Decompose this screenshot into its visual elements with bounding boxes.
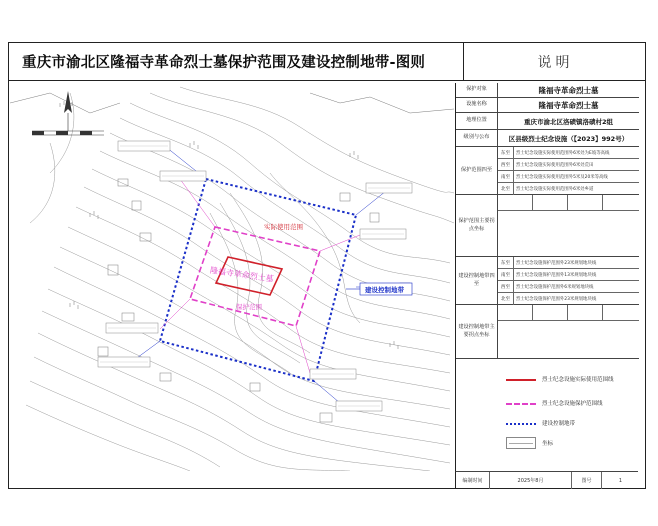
control-range-item bbox=[498, 293, 639, 305]
direction-label: 西至 bbox=[498, 281, 514, 292]
row-protect-coords bbox=[456, 195, 639, 257]
coord-cell bbox=[498, 305, 533, 321]
object-label: 保护对象 bbox=[456, 83, 498, 97]
legend-red-line bbox=[506, 379, 536, 381]
range-text: 烈士纪念设施实际使用范围外6米处乡道 bbox=[516, 187, 594, 192]
protect-label: 保护范围 bbox=[236, 303, 262, 311]
protect-range-item bbox=[498, 159, 639, 171]
direction-label: 西至 bbox=[498, 159, 514, 170]
legend-label: 烈士纪念设施实际使用范围线 bbox=[542, 377, 614, 383]
legend-label: 烈士纪念设施保护范围线 bbox=[542, 401, 603, 407]
direction-label: 东至 bbox=[498, 147, 514, 158]
legend-label: 坐标 bbox=[542, 441, 554, 447]
protect-range-label: 保护范围四至 bbox=[456, 147, 498, 194]
site-map bbox=[10, 83, 454, 471]
protect-coord-grid bbox=[498, 195, 639, 256]
coord-cell bbox=[533, 195, 568, 211]
coord-cell bbox=[603, 195, 639, 211]
coordinate-box-icon bbox=[506, 437, 536, 449]
range-text: 烈士纪念设施保护范围外23米规划地块线 bbox=[516, 297, 597, 302]
coord-cell bbox=[568, 195, 603, 211]
coord-cell bbox=[603, 305, 639, 321]
legend-blue-line bbox=[506, 423, 536, 425]
coord-cell bbox=[568, 305, 603, 321]
legend-item-coordinate bbox=[498, 435, 639, 453]
notes-header-box bbox=[463, 42, 646, 81]
title-bar bbox=[8, 42, 646, 81]
row-location bbox=[456, 113, 639, 130]
protect-range-item bbox=[498, 147, 639, 159]
protect-coord-label: 保护范围主要拐点坐标 bbox=[456, 195, 498, 256]
protect-range-item bbox=[498, 183, 639, 195]
range-text: 烈士纪念设施保护范围外13米规划地块线 bbox=[516, 272, 597, 278]
location-value: 重庆市渝北区洛碛镇洛碛村2组 bbox=[523, 117, 614, 126]
date-value: 2025年8月 bbox=[490, 472, 572, 489]
facility-label: 设施名称 bbox=[456, 98, 498, 112]
control-coord-grid bbox=[498, 305, 639, 358]
location-label: 地理位置 bbox=[456, 113, 498, 129]
coord-cell bbox=[533, 305, 568, 321]
range-text: 烈士纪念设施实际使用范围外6米处为E坡等高线 bbox=[516, 150, 610, 156]
control-range-item bbox=[498, 257, 639, 269]
control-range-label: 建设控制地带四至 bbox=[456, 257, 498, 304]
row-control-range bbox=[456, 257, 639, 305]
range-text: 烈士纪念设施保护范围外6米规划地块线 bbox=[516, 284, 594, 290]
level-label: 级别与公布 bbox=[456, 130, 498, 146]
range-text: 烈士纪念设施保护范围外23米规划地块线 bbox=[516, 260, 597, 266]
row-level bbox=[456, 130, 639, 147]
control-zone-label: 建设控制地带 bbox=[365, 286, 404, 294]
control-coord-label: 建设控制地带主要拐点坐标 bbox=[456, 305, 498, 358]
row-control-coords bbox=[456, 305, 639, 359]
footer-bar bbox=[455, 471, 638, 489]
legend-item-protect-range bbox=[498, 395, 639, 413]
range-text: 烈士纪念设施实际使用范围外6米处荒田 bbox=[516, 162, 594, 168]
level-value: 区县级烈士纪念设施（【2023】992号） bbox=[508, 134, 629, 143]
protect-range-item bbox=[498, 171, 639, 183]
legend-block bbox=[456, 359, 639, 471]
legend-label: 建设控制地带 bbox=[542, 421, 576, 427]
north-arrow-icon bbox=[32, 91, 104, 135]
use-range-label: 实际使用范围 bbox=[264, 223, 303, 231]
row-facility-name bbox=[456, 98, 639, 113]
figure-label: 图号 bbox=[572, 472, 602, 489]
row-protected-object bbox=[456, 83, 639, 98]
object-value: 隆福寺革命烈士墓 bbox=[538, 85, 599, 95]
notes-table bbox=[455, 83, 638, 471]
row-protect-range bbox=[456, 147, 639, 195]
control-range-item bbox=[498, 269, 639, 281]
notes-header: 说明 bbox=[537, 55, 574, 71]
control-range-item bbox=[498, 281, 639, 293]
vegetation-marks bbox=[60, 101, 398, 349]
legend-item-control-zone bbox=[498, 415, 639, 433]
date-label: 编制时间 bbox=[456, 472, 490, 489]
facility-value: 隆福寺革命烈士墓 bbox=[538, 100, 599, 110]
map-svg bbox=[10, 83, 454, 471]
site-label: 隆福寺革命烈士墓 bbox=[209, 265, 275, 284]
coord-cell bbox=[498, 195, 533, 211]
range-text: 烈士纪念设施实际使用范围外5米及20米等高线 bbox=[516, 174, 608, 180]
direction-label: 北至 bbox=[498, 183, 514, 195]
figure-value: 1 bbox=[618, 477, 623, 484]
direction-label: 东至 bbox=[498, 257, 514, 268]
direction-label: 南至 bbox=[498, 269, 514, 280]
direction-label: 南至 bbox=[498, 171, 514, 182]
legend-item-use-range bbox=[498, 371, 639, 389]
direction-label: 北至 bbox=[498, 293, 514, 305]
legend-magenta-line bbox=[506, 403, 536, 405]
page-title: 重庆市渝北区隆福寺革命烈士墓保护范围及建设控制地带-图则 bbox=[22, 55, 426, 71]
